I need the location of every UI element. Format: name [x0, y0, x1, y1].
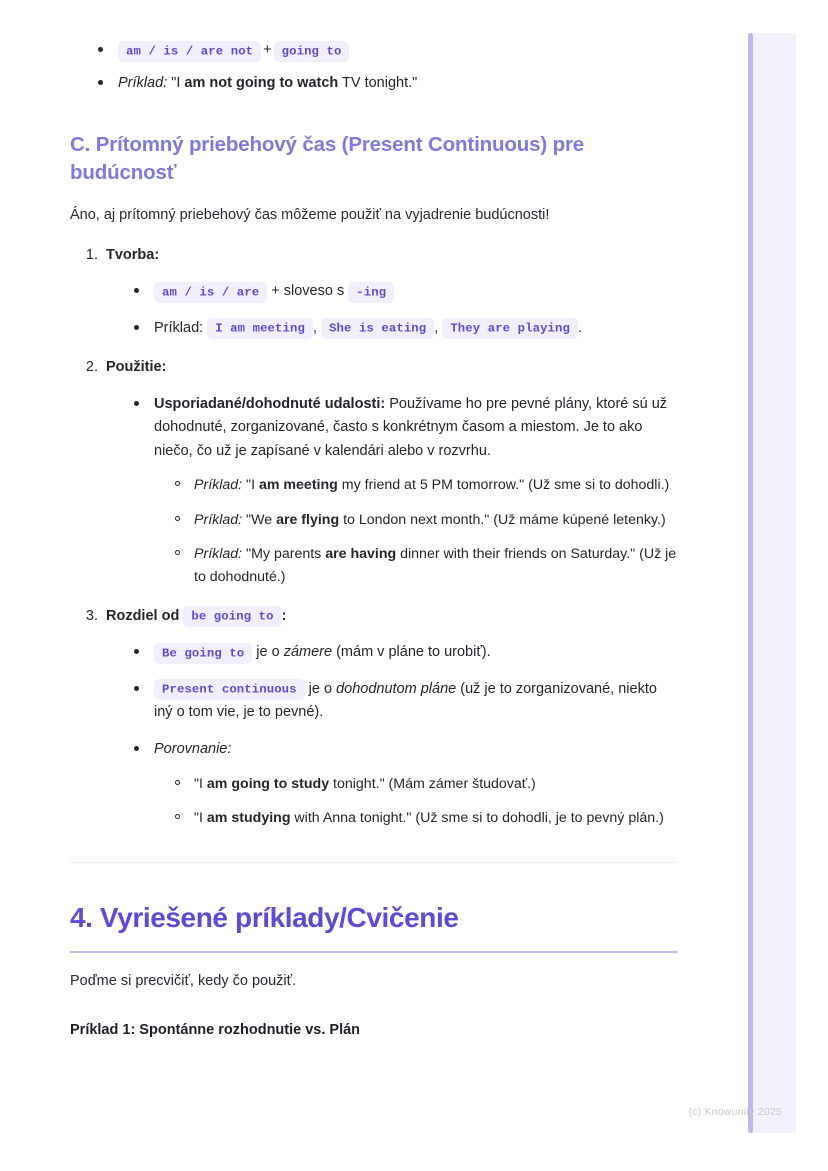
formula-mid-text: + sloveso s [271, 283, 345, 300]
list-item-porovnanie [132, 738, 678, 830]
example-text-before: "We [242, 511, 277, 528]
list-item-tvorba [102, 244, 678, 340]
compare-text-after: (mám v pláne to urobiť). [332, 644, 491, 661]
example-bold: are having [325, 545, 397, 562]
plus-sign: + [263, 42, 272, 58]
code-chip: am / is / are not [118, 41, 261, 62]
list-item [132, 678, 678, 725]
example-text-after: TV tonight." [338, 74, 418, 91]
section-divider [70, 862, 678, 863]
list-item [174, 509, 678, 532]
vertical-scrollbar[interactable] [748, 33, 796, 1133]
section-c-ordered-list [70, 244, 678, 830]
section-4-intro: Poďme si precvičiť, kedy čo použiť. [70, 972, 297, 989]
chip-separator: , [312, 319, 317, 336]
tvorba-bullets [106, 280, 678, 340]
example-text-before: "I [167, 74, 185, 91]
code-chip: Present continuous [154, 679, 305, 700]
section-heading-c: C. Prítomný priebehový čas (Present Continuous) pre budúcnosť [70, 133, 585, 185]
formula-list-top [70, 39, 678, 95]
section-c-intro: Áno, aj prítomný priebehový čas môžeme použiť na vyjadrenie budúcnosti! [70, 207, 550, 224]
example-text-before: "I [242, 477, 259, 494]
list-item-rozdiel [102, 605, 678, 830]
example-label: Príklad: [194, 545, 243, 562]
item-label: Použitie: [106, 359, 167, 376]
example-text-after: dinner with their friends on Saturday." (Už je to dohodnuté.) [194, 545, 677, 585]
list-item [132, 641, 678, 665]
major-heading-4: 4. Vyriešené príklady/Cvičenie [70, 901, 459, 933]
chip-terminator: . [578, 319, 583, 336]
example-text-after: with Anna tonight." (Už sme si to dohodli, je to pevný plán.) [290, 809, 664, 826]
example-bold: am not going to watch [184, 74, 339, 91]
item-label: Tvorba: [106, 246, 160, 263]
example-bold: are flying [276, 511, 340, 528]
example-text-after: to London next month." (Už máme kúpené letenky.) [339, 511, 666, 528]
copyright-watermark: (c) Knowunity 2025 [688, 1106, 782, 1118]
comparison-label: Porovnanie: [154, 741, 232, 758]
code-chip: I am meeting [207, 318, 313, 339]
list-item [174, 773, 678, 796]
list-item [132, 393, 678, 589]
example-text-before: "My parents [242, 545, 326, 562]
chip-separator: , [434, 319, 439, 336]
compare-text-after: (už je to zorganizované, niekto iný o tom vie, je to pevné). [154, 680, 657, 721]
example-bold: am studying [206, 809, 291, 826]
list-item [174, 807, 678, 830]
list-item [132, 317, 678, 341]
list-item [174, 474, 678, 497]
list-item [132, 280, 678, 304]
example-label: Príklad: [118, 74, 168, 91]
item-label: Rozdiel od [106, 607, 180, 624]
compare-text-before: je o [252, 644, 284, 661]
list-item [96, 72, 678, 96]
pouzitie-bullets [106, 393, 678, 589]
code-chip: am / is / are [154, 282, 267, 303]
example-text-after: tonight." (Mám zámer študovať.) [329, 775, 536, 792]
example-bold: am meeting [258, 477, 338, 494]
item-label-suffix: : [281, 607, 287, 624]
code-chip: They are playing [442, 318, 578, 339]
comparison-sub-examples [154, 773, 678, 830]
scrollbar-thumb[interactable] [748, 33, 753, 1133]
heading-underline [70, 951, 678, 953]
example-label: Príklad: [154, 319, 204, 336]
code-chip: going to [274, 41, 350, 62]
example-text-before: "I [194, 775, 207, 792]
example-1-title: Príklad 1: Spontánne rozhodnutie vs. Plán [70, 1022, 361, 1038]
usage-text: Používame ho pre pevné plány, ktoré sú už dohodnuté, zorganizované, často s konkrétnym časom a miestom. Je to ako niečo, čo už je zapísané v kalendári alebo v rozvrhu. [154, 395, 668, 459]
code-chip: be going to [183, 606, 281, 627]
example-text-before: "I [194, 809, 207, 826]
list-item [96, 39, 678, 63]
list-item [174, 543, 678, 589]
usage-bold-lead: Usporiadané/dohodnuté udalosti: [154, 395, 386, 412]
example-text-after: my friend at 5 PM tomorrow." (Už sme si to dohodli.) [337, 477, 670, 494]
usage-sub-examples [154, 474, 678, 589]
compare-text-before: je o [304, 680, 337, 697]
example-label: Príklad: [194, 477, 243, 494]
compare-italic: zámere [283, 644, 333, 661]
list-item-pouzitie [102, 356, 678, 589]
example-bold: am going to study [206, 775, 330, 792]
rozdiel-bullets [106, 641, 678, 830]
example-label: Príklad: [194, 511, 243, 528]
code-chip: -ing [348, 282, 394, 303]
code-chip: She is eating [321, 318, 434, 339]
compare-italic: dohodnutom pláne [336, 680, 457, 697]
code-chip: Be going to [154, 643, 252, 664]
